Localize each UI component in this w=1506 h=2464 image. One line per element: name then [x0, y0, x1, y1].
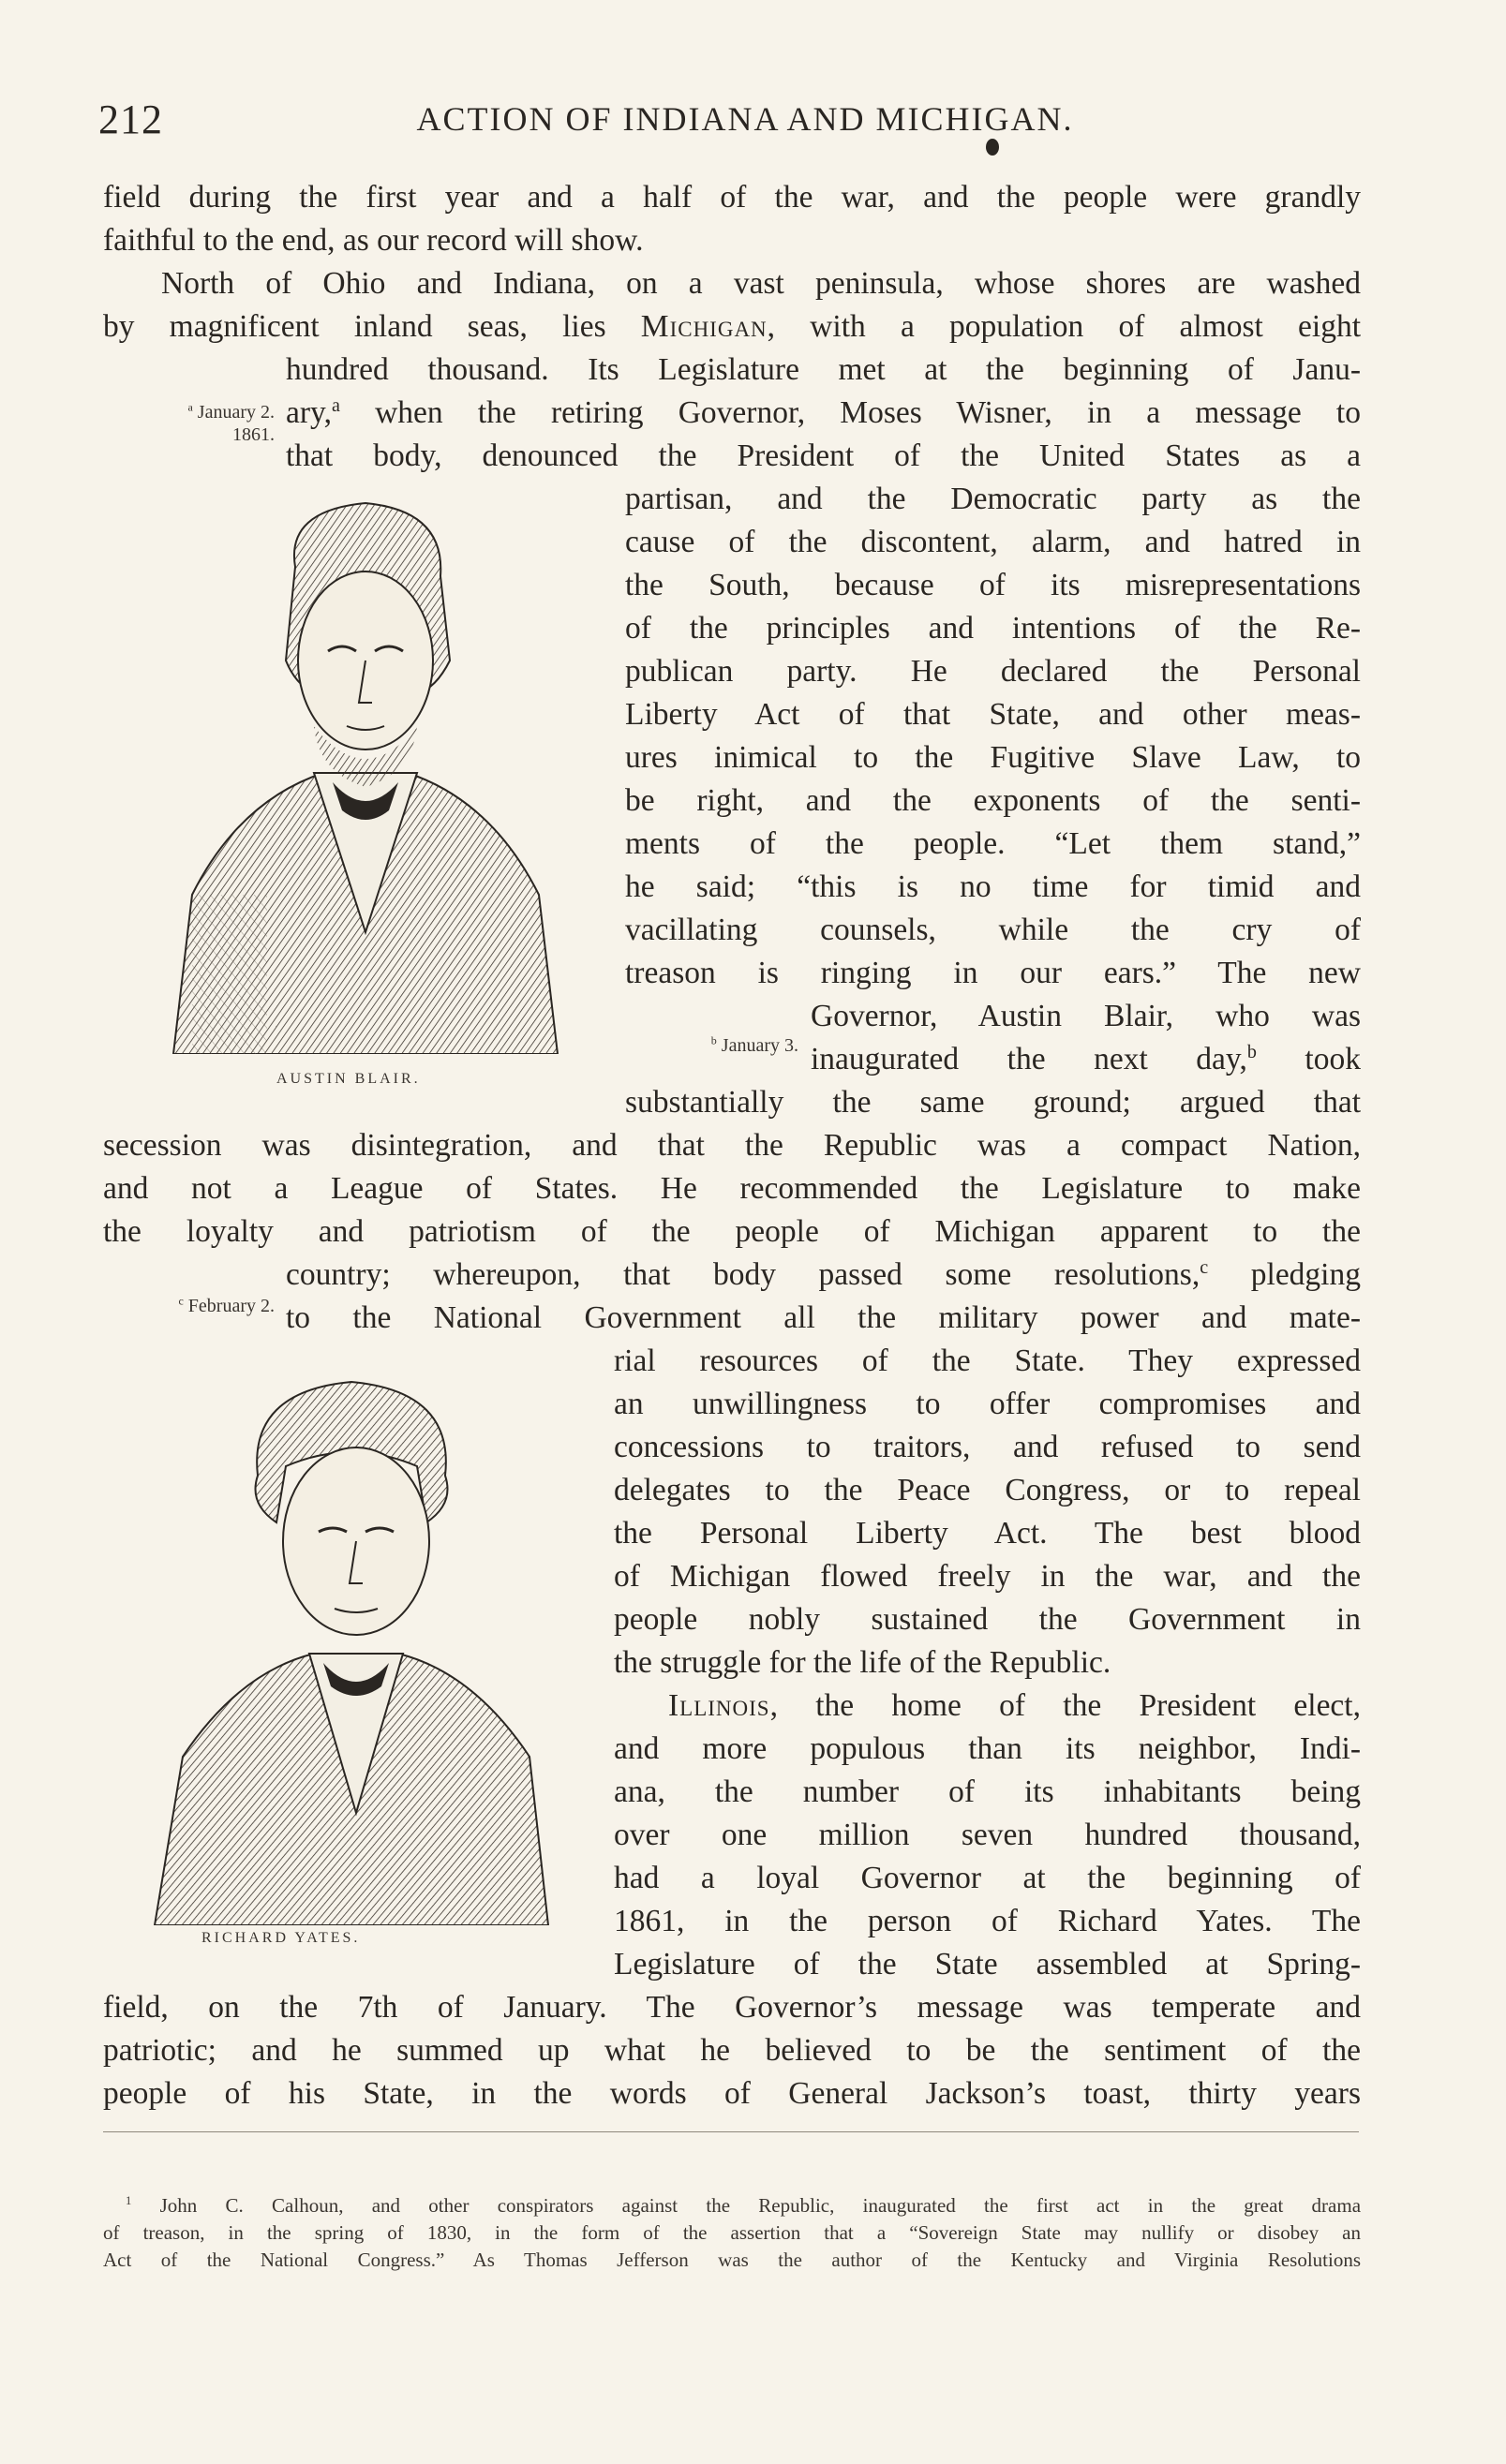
- text-line: vacillating counsels, while the cry of: [625, 913, 1361, 947]
- text-line: he said; “this is no time for timid and: [625, 869, 1361, 904]
- text-line: cause of the discontent, alarm, and hatred in: [625, 525, 1361, 559]
- text-line: field during the first year and a half of the war, and the people were grandly: [103, 180, 1361, 215]
- running-title: ACTION OF INDIANA AND MICHIGAN.: [416, 100, 1074, 138]
- text-line: inaugurated the next day,$^b$ took: [811, 1041, 1361, 1076]
- text-line: patriotic; and he summed up what he believed to be the sentiment of the: [103, 2033, 1361, 2068]
- footnote-rule: [103, 2131, 1359, 2132]
- richard-yates-portrait: [117, 1363, 586, 1925]
- footnote-line: $^1$ John C. Calhoun, and other conspirators against the Republic, inaugurated the first act in the great drama: [126, 2194, 1361, 2217]
- text-line: concessions to traitors, and refused to send: [614, 1430, 1361, 1464]
- text-line: ures inimical to the Fugitive Slave Law, to: [625, 740, 1361, 775]
- text-line: by magnificent inland seas, lies Michigan, with a population of almost eight: [103, 309, 1361, 344]
- text-line: people of his State, in the words of General Jackson’s toast, thirty years: [103, 2076, 1361, 2111]
- text-line: Governor, Austin Blair, who was: [811, 999, 1361, 1033]
- text-line: be right, and the exponents of the senti-: [625, 783, 1361, 818]
- caption-richard-yates: RICHARD YATES.: [201, 1930, 361, 1946]
- text-line: Illinois, the home of the President elect,: [668, 1688, 1361, 1723]
- text-line: ments of the people. “Let them stand,”: [625, 826, 1361, 861]
- text-line: substantially the same ground; argued that: [625, 1085, 1361, 1120]
- text-line: of Michigan flowed freely in the war, and the: [614, 1559, 1361, 1594]
- ink-dot: [986, 139, 999, 156]
- text-line: had a loyal Governor at the beginning of: [614, 1861, 1361, 1895]
- austin-blair-portrait: [136, 492, 595, 1054]
- text-line: ana, the number of its inhabitants being: [614, 1774, 1361, 1809]
- footnote-line: Act of the National Congress.” As Thomas Jefferson was the author of the Kentucky and Virginia Resolutions: [103, 2249, 1361, 2271]
- text-line: delegates to the Peace Congress, or to repeal: [614, 1473, 1361, 1507]
- caption-austin-blair: AUSTIN BLAIR.: [276, 1071, 421, 1087]
- text-line: an unwillingness to offer compromises and: [614, 1387, 1361, 1421]
- text-line: 1861, in the person of Richard Yates. The: [614, 1904, 1361, 1938]
- text-line: Legislature of the State assembled at Spring-: [614, 1947, 1361, 1982]
- text-line: secession was disintegration, and that the Republic was a compact Nation,: [103, 1128, 1361, 1163]
- text-line: the South, because of its misrepresentations: [625, 568, 1361, 602]
- page-header: [98, 96, 1392, 142]
- page-number: 212: [98, 96, 163, 142]
- text-line: Liberty Act of that State, and other meas-: [625, 697, 1361, 732]
- margin-note-b: $^b$ January 3.: [710, 1033, 798, 1056]
- text-line: that body, denounced the President of the United States as a: [286, 438, 1361, 473]
- text-line: and not a League of States. He recommended the Legislature to make: [103, 1171, 1361, 1206]
- text-line: hundred thousand. Its Legislature met at the beginning of Janu-: [286, 352, 1361, 387]
- margin-note-c: $^c$ February 2.: [178, 1294, 275, 1316]
- text-line: country; whereupon, that body passed some resolutions,$^c$ pledging: [286, 1256, 1361, 1292]
- text-line: of the principles and intentions of the Re-: [625, 611, 1361, 646]
- text-line: treason is ringing in our ears.” The new: [625, 956, 1361, 990]
- text-line: rial resources of the State. They expressed: [614, 1343, 1361, 1378]
- margin-note-a: $^a$ January 2. 1861.: [187, 400, 275, 445]
- text-line: partisan, and the Democratic party as the: [625, 482, 1361, 516]
- text-line: publican party. He declared the Personal: [625, 654, 1361, 689]
- text-line: and more populous than its neighbor, Indi-: [614, 1731, 1361, 1766]
- text-line: to the National Government all the military power and mate-: [286, 1300, 1361, 1335]
- text-line: North of Ohio and Indiana, on a vast peninsula, whose shores are washed: [161, 266, 1361, 301]
- footnote-line: of treason, in the spring of 1830, in the form of the assertion that a “Sovereign State may nullify or disobey an: [103, 2221, 1361, 2244]
- text-line: field, on the 7th of January. The Governor’s message was temperate and: [103, 1990, 1361, 2025]
- text-line: the Personal Liberty Act. The best blood: [614, 1516, 1361, 1551]
- text-line: over one million seven hundred thousand,: [614, 1818, 1361, 1852]
- text-line: the struggle for the life of the Republic.: [614, 1645, 1111, 1680]
- text-line: the loyalty and patriotism of the people of Michigan apparent to the: [103, 1214, 1361, 1249]
- text-line: ary,$^a$ when the retiring Governor, Moses Wisner, in a message to: [286, 394, 1361, 430]
- text-line: people nobly sustained the Government in: [614, 1602, 1361, 1637]
- text-line: faithful to the end, as our record will show.: [103, 223, 644, 258]
